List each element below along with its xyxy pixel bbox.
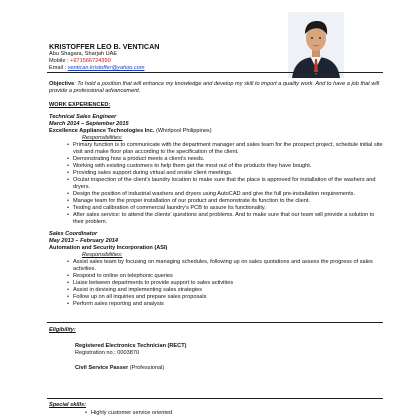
list-item: • Liaise between departments to provide support to sales activities: [67, 280, 383, 287]
email-link[interactable]: ventican.kristoffer@yahoo.com: [67, 65, 145, 71]
list-item: • Manage team for the proper installation of our product and demonstrate its function to the client.: [67, 198, 383, 205]
list-item: • Providing sales support during virtual and onsite client meetings.: [67, 170, 383, 177]
responsibilities-list: [49, 142, 383, 226]
job-title: Sales Coordinator: [49, 231, 98, 237]
list-item: • Primary function is to communicate with the department manager and sales team for the prospect project, schedule initial site visit and make floor plan according to the specification of the client.: [67, 142, 383, 156]
section-divider: [47, 398, 383, 399]
eligibility-block: [75, 343, 187, 372]
mobile-label: Mobile :: [49, 58, 71, 64]
job-company: [49, 128, 383, 135]
job-dates: March 2014 – September 2015: [49, 121, 129, 127]
profile-photo-image: [288, 12, 344, 78]
list-item: • After sales service: to attend the clients’ questions and problems. And to make sure that our team will provide a solution to their problem.: [67, 212, 383, 226]
objective: [49, 81, 383, 95]
objective-text: : To hold a position that will enhance my knowledge and develop my skill to import a quality work. And to have a job that will provide a professional advancement.: [49, 81, 380, 94]
list-item: • Working with existing customers to help them get the most out of the products they have bought.: [67, 163, 383, 170]
company-note: (Whirlpool Philippines): [154, 128, 212, 134]
list-item: • Design the position of industrial washers and dryers using AutoCAD and give the full pre-installation requirements.: [67, 191, 383, 198]
company-name: Excellence Appliance Technologies Inc.: [49, 128, 155, 134]
special-skills-list: [67, 410, 367, 417]
mobile-number: +971566724350: [70, 58, 111, 64]
header-divider: [47, 72, 383, 73]
profile-photo: [288, 12, 344, 78]
list-item: • Follow up on all inquiries and prepare sales proposals: [67, 294, 383, 301]
address: Abu Shagara, Sharjah UAE: [49, 51, 118, 57]
civil-service-note: (Professional): [128, 365, 165, 371]
list-item: • Testing and calibration of commercial laundry’s PCB to assure its functionality.: [67, 205, 383, 212]
work-experience-heading: WORK EXPERIENCED:: [49, 102, 111, 108]
special-skills-block: [67, 410, 367, 417]
list-item: • Ocular inspection of the client’s laundry location to make sure that the place is approved for installation of the washers and dryers.: [67, 177, 383, 191]
list-item: • Respond to online on telephonic queries: [67, 273, 383, 280]
job-company: [49, 245, 383, 252]
responsibilities-list: [49, 259, 383, 308]
list-item: • Highly customer service oriented: [85, 410, 367, 417]
list-item: • Perform sales reporting and analysis: [67, 301, 383, 308]
job-entry: [49, 231, 383, 308]
job-dates: May 2013 – February 2014: [49, 238, 119, 244]
contact-header: [49, 42, 279, 72]
company-name: Automation and Security Incorporation (ASI): [49, 245, 168, 251]
civil-service-title: Civil Service Passer: [75, 365, 129, 371]
job-entry: [49, 114, 383, 226]
section-divider: [47, 322, 383, 323]
email-label: Email :: [49, 65, 68, 71]
list-item: • Assist sales team by focusing on managing schedules, following up on sales quotations and assess the progress of sales activities.: [67, 259, 383, 273]
list-item: • Assist in devising and implementing sales strategies: [67, 287, 383, 294]
responsibilities-label: Responsibilities:: [82, 135, 123, 141]
responsibilities-label: Responsibilities:: [82, 252, 123, 258]
job-title: Technical Sales Engineer: [49, 114, 117, 120]
main-content: [49, 81, 383, 308]
cert-title: Registered Electronics Technician (RECT): [75, 343, 187, 349]
cert-registration: Registration no.: 0003870: [75, 350, 140, 356]
eligibility-heading: Eligibility:: [49, 327, 76, 333]
email-line: [49, 65, 279, 72]
special-skills-heading: Special skills:: [49, 402, 87, 408]
civil-service: [75, 365, 187, 372]
full-name: KRISTOFFER LEO B. VENTICAN: [49, 42, 160, 51]
mobile-line: [49, 58, 279, 65]
objective-label: Objective: [49, 81, 75, 87]
list-item: • Demonstrating how a product meets a client’s needs.: [67, 156, 383, 163]
spacer: [75, 357, 187, 365]
